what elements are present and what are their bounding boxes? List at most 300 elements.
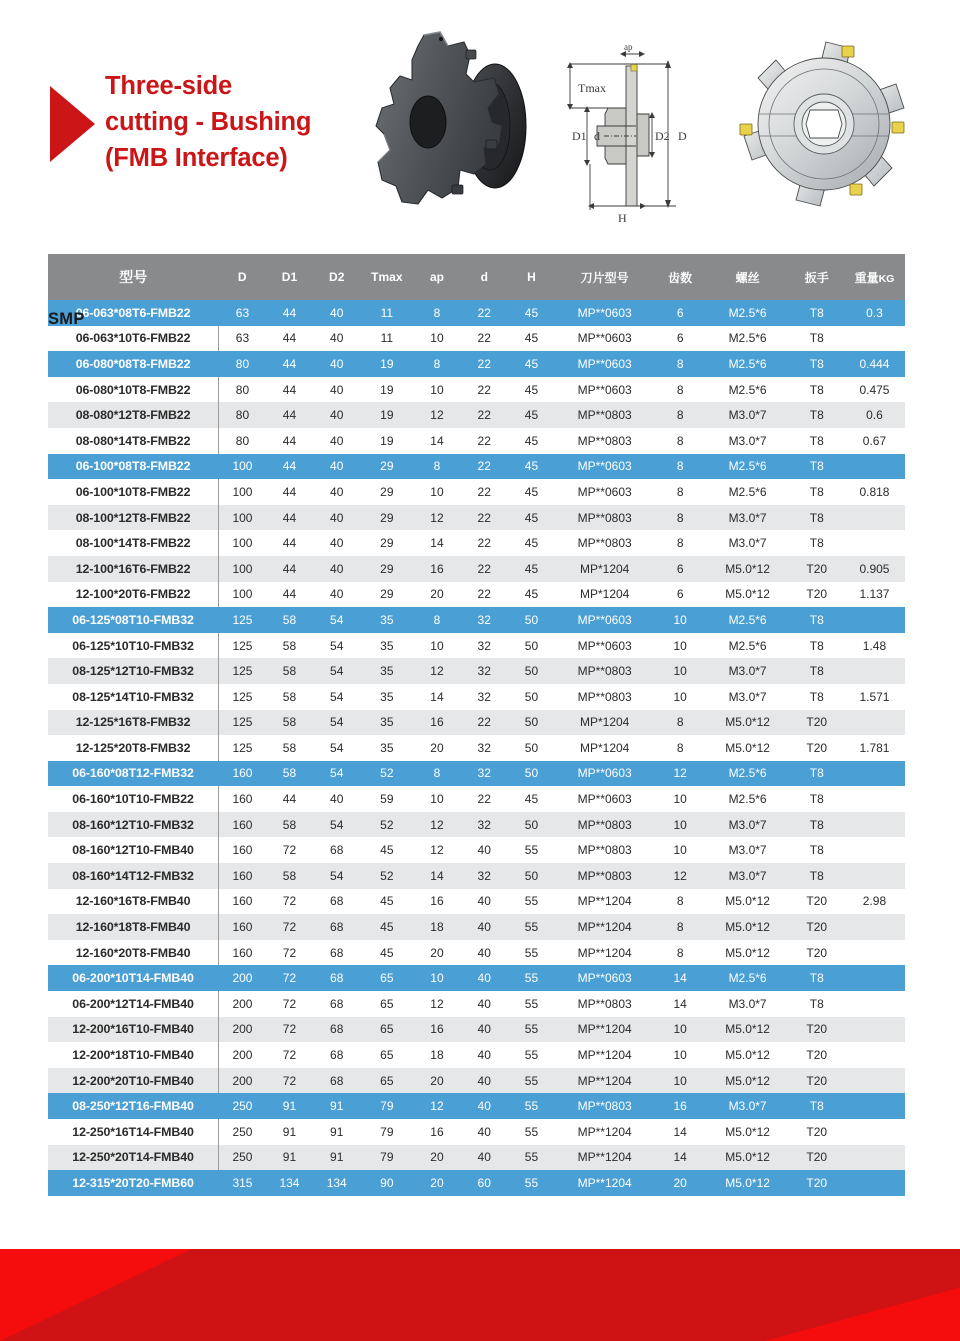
cell-Tmax: 45 bbox=[380, 843, 394, 858]
cell-weight bbox=[844, 1145, 904, 1171]
table-row bbox=[48, 428, 905, 454]
column-header-d: D bbox=[237, 270, 247, 284]
cell-d: 40 bbox=[477, 894, 491, 909]
table-row bbox=[48, 351, 905, 377]
cell-Tmax: 65 bbox=[380, 971, 394, 986]
cell-D2: 91 bbox=[330, 1124, 344, 1139]
cell-teeth: 12 bbox=[673, 766, 687, 781]
cell-Tmax: 29 bbox=[380, 459, 394, 474]
cell-D1: 72 bbox=[282, 1048, 297, 1063]
cell-H: 55 bbox=[524, 1048, 539, 1063]
cell-screw: M5.0*12 bbox=[725, 561, 770, 576]
cell-Tmax: 65 bbox=[380, 996, 394, 1011]
page-title bbox=[105, 68, 395, 177]
column-header-ap: ap bbox=[429, 270, 444, 284]
cutter-product-photo bbox=[362, 22, 552, 234]
cell-Tmax: 35 bbox=[380, 612, 394, 627]
cell-wrench: T8 bbox=[809, 510, 824, 525]
red-triangle-arrow-icon bbox=[50, 86, 95, 162]
cell-ap: 16 bbox=[430, 1124, 444, 1139]
cell-D2: 91 bbox=[330, 1150, 344, 1165]
cell-wrench: T8 bbox=[809, 868, 824, 883]
cell-ap: 14 bbox=[430, 868, 444, 883]
cell-screw: M5.0*12 bbox=[725, 740, 770, 755]
table-row bbox=[48, 582, 905, 608]
cell-D2: 54 bbox=[330, 689, 344, 704]
cell-model: 06-080*10T8-FMB22 bbox=[48, 377, 219, 403]
cell-D1: 72 bbox=[282, 920, 297, 935]
cell-model: 06-160*08T12-FMB32 bbox=[48, 761, 219, 787]
cell-ap: 16 bbox=[430, 561, 444, 576]
cell-teeth: 10 bbox=[673, 1022, 687, 1037]
cell-D2: 40 bbox=[330, 331, 344, 346]
cell-D1: 44 bbox=[282, 382, 297, 397]
cell-wrench: T8 bbox=[809, 612, 824, 627]
cell-wrench: T8 bbox=[809, 1099, 824, 1114]
cell-ap: 12 bbox=[430, 843, 444, 858]
cell-ap: 20 bbox=[430, 1150, 444, 1165]
cell-ap: 12 bbox=[430, 664, 444, 679]
cell-D1: 91 bbox=[282, 1124, 297, 1139]
cell-d: 22 bbox=[477, 305, 491, 320]
cell-D: 80 bbox=[235, 382, 250, 397]
cell-D1: 58 bbox=[282, 868, 297, 883]
cell-D1: 44 bbox=[282, 459, 297, 474]
cell-d: 22 bbox=[477, 484, 491, 499]
cell-insert: MP*1204 bbox=[579, 561, 630, 576]
dim-label-d-bore: d bbox=[594, 129, 600, 143]
cross-section-diagram bbox=[548, 30, 723, 226]
cell-Tmax: 19 bbox=[380, 382, 394, 397]
cell-d: 22 bbox=[477, 536, 491, 551]
cell-d: 60 bbox=[477, 1175, 491, 1190]
cell-d: 22 bbox=[477, 408, 491, 423]
cell-screw: M3.0*7 bbox=[728, 408, 767, 423]
column-header-h: H bbox=[527, 270, 536, 284]
cell-Tmax: 35 bbox=[380, 715, 394, 730]
cell-insert: MP**0803 bbox=[577, 1099, 632, 1114]
cell-teeth: 8 bbox=[676, 536, 684, 551]
cell-weight bbox=[844, 914, 904, 940]
cell-teeth: 8 bbox=[676, 459, 684, 474]
page-title-line-2: cutting - Bushing bbox=[105, 108, 312, 137]
cell-D1: 44 bbox=[282, 792, 297, 807]
cell-wrench: T20 bbox=[806, 1073, 828, 1088]
cell-D: 100 bbox=[232, 536, 253, 551]
cell-teeth: 10 bbox=[673, 817, 687, 832]
cell-insert: MP**0603 bbox=[577, 356, 632, 371]
cell-model: 12-160*16T8-FMB40 bbox=[48, 889, 219, 915]
cell-weight: 1.571 bbox=[859, 689, 890, 704]
cell-wrench: T8 bbox=[809, 536, 824, 551]
cell-model: 12-100*16T6-FMB22 bbox=[48, 556, 219, 582]
cell-Tmax: 29 bbox=[380, 536, 394, 551]
cell-D2: 68 bbox=[330, 971, 344, 986]
cell-H: 55 bbox=[524, 894, 539, 909]
cell-screw: M3.0*7 bbox=[728, 536, 767, 551]
cell-d: 22 bbox=[477, 382, 491, 397]
cell-teeth: 10 bbox=[673, 664, 687, 679]
table-row bbox=[48, 1145, 905, 1171]
cell-teeth: 10 bbox=[673, 792, 687, 807]
table-row bbox=[48, 710, 905, 736]
cell-D: 100 bbox=[232, 510, 253, 525]
cell-insert: MP**1204 bbox=[577, 1150, 632, 1165]
column-header-weight-main: 重量 bbox=[854, 270, 879, 285]
cell-teeth: 14 bbox=[673, 971, 687, 986]
cell-insert: MP**0603 bbox=[577, 459, 632, 474]
column-header-d-bore: d bbox=[480, 270, 488, 284]
cell-wrench: T8 bbox=[809, 638, 824, 653]
dim-label-d1: D1 bbox=[572, 129, 587, 143]
cell-wrench: T8 bbox=[809, 971, 824, 986]
cell-D2: 40 bbox=[330, 510, 344, 525]
table-row bbox=[48, 940, 905, 966]
table-row bbox=[48, 402, 905, 428]
table-row bbox=[48, 761, 905, 787]
cell-ap: 10 bbox=[430, 792, 444, 807]
cell-H: 45 bbox=[524, 331, 539, 346]
cell-model: 08-080*14T8-FMB22 bbox=[48, 428, 219, 454]
cell-ap: 8 bbox=[433, 305, 441, 320]
cell-insert: MP**0603 bbox=[577, 612, 632, 627]
cell-D2: 54 bbox=[330, 766, 344, 781]
cell-weight bbox=[844, 1170, 904, 1196]
table-row bbox=[48, 965, 905, 991]
cell-model: 12-200*16T10-FMB40 bbox=[48, 1017, 219, 1043]
cell-Tmax: 90 bbox=[380, 1175, 394, 1190]
cell-D2: 68 bbox=[330, 843, 344, 858]
cell-H: 50 bbox=[524, 689, 539, 704]
cell-teeth: 6 bbox=[676, 331, 684, 346]
table-row bbox=[48, 633, 905, 659]
cell-D2: 40 bbox=[330, 433, 344, 448]
cell-teeth: 10 bbox=[673, 1048, 687, 1063]
cell-D: 100 bbox=[232, 587, 253, 602]
cell-screw: M2.5*6 bbox=[728, 459, 767, 474]
cell-teeth: 10 bbox=[673, 1073, 687, 1088]
column-header-screw: 螺丝 bbox=[735, 270, 760, 285]
cell-teeth: 8 bbox=[676, 945, 684, 960]
cell-Tmax: 35 bbox=[380, 664, 394, 679]
cell-D: 125 bbox=[232, 612, 253, 627]
column-header-d1: D1 bbox=[281, 270, 298, 284]
cell-D2: 68 bbox=[330, 996, 344, 1011]
cell-insert: MP**1204 bbox=[577, 1073, 632, 1088]
cell-model: 06-100*08T8-FMB22 bbox=[48, 454, 219, 480]
cell-H: 55 bbox=[524, 1124, 539, 1139]
cell-d: 22 bbox=[477, 715, 491, 730]
cell-d: 22 bbox=[477, 459, 491, 474]
cell-screw: M3.0*7 bbox=[728, 843, 767, 858]
cell-Tmax: 29 bbox=[380, 510, 394, 525]
cell-D2: 54 bbox=[330, 868, 344, 883]
dim-label-d-outer: D bbox=[678, 129, 687, 143]
table-row bbox=[48, 1093, 905, 1119]
cell-screw: M2.5*6 bbox=[728, 305, 767, 320]
cell-D: 80 bbox=[235, 356, 250, 371]
cell-weight: 2.98 bbox=[862, 894, 887, 909]
cell-d: 32 bbox=[477, 740, 491, 755]
cell-teeth: 10 bbox=[673, 843, 687, 858]
cell-d: 40 bbox=[477, 1099, 491, 1114]
cell-screw: M5.0*12 bbox=[725, 1073, 770, 1088]
cell-Tmax: 52 bbox=[380, 817, 394, 832]
cell-D2: 40 bbox=[330, 561, 344, 576]
cell-teeth: 6 bbox=[676, 305, 684, 320]
cell-D2: 134 bbox=[326, 1175, 347, 1190]
cell-screw: M3.0*7 bbox=[728, 996, 767, 1011]
cell-H: 50 bbox=[524, 766, 539, 781]
cell-D1: 72 bbox=[282, 1073, 297, 1088]
cell-D1: 44 bbox=[282, 331, 297, 346]
cell-insert: MP**0603 bbox=[577, 305, 632, 320]
cell-D: 160 bbox=[232, 817, 253, 832]
cell-Tmax: 35 bbox=[380, 740, 394, 755]
cell-H: 55 bbox=[524, 1150, 539, 1165]
cell-H: 45 bbox=[524, 408, 539, 423]
cell-D: 80 bbox=[235, 433, 250, 448]
cell-D: 100 bbox=[232, 484, 253, 499]
cell-ap: 8 bbox=[433, 766, 441, 781]
cell-model: 06-200*10T14-FMB40 bbox=[48, 965, 219, 991]
cell-wrench: T8 bbox=[809, 331, 824, 346]
cell-teeth: 8 bbox=[676, 920, 684, 935]
cell-screw: M3.0*7 bbox=[728, 817, 767, 832]
cell-ap: 16 bbox=[430, 1022, 444, 1037]
cell-weight bbox=[844, 991, 904, 1017]
cell-D2: 40 bbox=[330, 382, 344, 397]
cell-model: 06-160*10T10-FMB22 bbox=[48, 786, 219, 812]
cell-wrench: T8 bbox=[809, 996, 824, 1011]
column-header-tmax: Tmax bbox=[371, 270, 403, 284]
cell-H: 45 bbox=[524, 382, 539, 397]
cell-screw: M5.0*12 bbox=[725, 1175, 770, 1190]
cell-D1: 58 bbox=[282, 638, 297, 653]
cell-wrench: T20 bbox=[806, 561, 828, 576]
cell-D2: 54 bbox=[330, 715, 344, 730]
cell-ap: 8 bbox=[433, 612, 441, 627]
cell-d: 32 bbox=[477, 638, 491, 653]
cell-weight: 1.137 bbox=[859, 587, 890, 602]
cell-D1: 72 bbox=[282, 996, 297, 1011]
cell-model: 08-160*12T10-FMB32 bbox=[48, 812, 219, 838]
cell-model: 06-125*08T10-FMB32 bbox=[48, 607, 219, 633]
column-header-insert: 刀片型号 bbox=[580, 270, 629, 285]
cell-d: 40 bbox=[477, 843, 491, 858]
cell-H: 50 bbox=[524, 740, 539, 755]
cell-H: 50 bbox=[524, 638, 539, 653]
cell-Tmax: 35 bbox=[380, 638, 394, 653]
cell-wrench: T8 bbox=[809, 459, 824, 474]
cell-screw: M2.5*6 bbox=[728, 638, 767, 653]
page-title-line-3: (FMB Interface) bbox=[105, 144, 288, 173]
table-row bbox=[48, 889, 905, 915]
cell-teeth: 8 bbox=[676, 740, 684, 755]
cell-wrench: T20 bbox=[806, 1150, 828, 1165]
cell-screw: M3.0*7 bbox=[728, 433, 767, 448]
cell-D1: 58 bbox=[282, 817, 297, 832]
cell-weight: 0.67 bbox=[862, 433, 887, 448]
cell-Tmax: 79 bbox=[380, 1150, 394, 1165]
cell-d: 22 bbox=[477, 561, 491, 576]
cell-wrench: T8 bbox=[809, 817, 824, 832]
cell-insert: MP**1204 bbox=[577, 894, 632, 909]
cell-d: 40 bbox=[477, 920, 491, 935]
cell-D: 100 bbox=[232, 561, 253, 576]
cell-d: 40 bbox=[477, 945, 491, 960]
cell-D: 63 bbox=[235, 305, 250, 320]
cell-model: 08-160*14T12-FMB32 bbox=[48, 863, 219, 889]
cell-weight bbox=[844, 965, 904, 991]
table-row bbox=[48, 1170, 905, 1196]
cell-screw: M5.0*12 bbox=[725, 945, 770, 960]
footer-banner bbox=[0, 1249, 960, 1341]
cell-Tmax: 19 bbox=[380, 408, 394, 423]
cell-H: 50 bbox=[524, 715, 539, 730]
cell-D: 315 bbox=[232, 1175, 253, 1190]
cell-D1: 44 bbox=[282, 587, 297, 602]
cell-D: 160 bbox=[232, 766, 253, 781]
cell-insert: MP*1204 bbox=[579, 587, 630, 602]
cell-D1: 72 bbox=[282, 1022, 297, 1037]
cell-teeth: 8 bbox=[676, 408, 684, 423]
cell-screw: M3.0*7 bbox=[728, 689, 767, 704]
cell-D1: 44 bbox=[282, 356, 297, 371]
cell-screw: M5.0*12 bbox=[725, 1150, 770, 1165]
cell-wrench: T8 bbox=[809, 664, 824, 679]
cell-d: 40 bbox=[477, 1073, 491, 1088]
cell-insert: MP**0803 bbox=[577, 689, 632, 704]
cell-teeth: 8 bbox=[676, 484, 684, 499]
cell-H: 45 bbox=[524, 792, 539, 807]
cell-Tmax: 52 bbox=[380, 766, 394, 781]
cell-wrench: T8 bbox=[809, 843, 824, 858]
cell-model: 08-100*12T8-FMB22 bbox=[48, 505, 219, 531]
cell-insert: MP**0803 bbox=[577, 510, 632, 525]
cell-D2: 68 bbox=[330, 1073, 344, 1088]
cell-model: 08-125*14T10-FMB32 bbox=[48, 684, 219, 710]
cell-Tmax: 65 bbox=[380, 1073, 394, 1088]
cell-d: 22 bbox=[477, 792, 491, 807]
table-row bbox=[48, 735, 905, 761]
cell-d: 40 bbox=[477, 971, 491, 986]
cell-d: 22 bbox=[477, 510, 491, 525]
table-row bbox=[48, 914, 905, 940]
cell-model: 08-100*14T8-FMB22 bbox=[48, 530, 219, 556]
cell-D2: 54 bbox=[330, 612, 344, 627]
cell-wrench: T8 bbox=[809, 382, 824, 397]
cell-teeth: 8 bbox=[676, 433, 684, 448]
table-row bbox=[48, 530, 905, 556]
cell-insert: MP*1204 bbox=[579, 715, 630, 730]
cell-weight bbox=[844, 761, 904, 787]
cell-model: 08-160*12T10-FMB40 bbox=[48, 837, 219, 863]
table-row bbox=[48, 454, 905, 480]
cell-weight bbox=[844, 607, 904, 633]
cell-screw: M2.5*6 bbox=[728, 612, 767, 627]
cell-d: 22 bbox=[477, 356, 491, 371]
cell-model: 12-100*20T6-FMB22 bbox=[48, 582, 219, 608]
cell-D2: 40 bbox=[330, 536, 344, 551]
cell-wrench: T20 bbox=[806, 1022, 828, 1037]
cell-Tmax: 45 bbox=[380, 945, 394, 960]
cell-weight bbox=[844, 326, 904, 352]
cell-wrench: T8 bbox=[809, 356, 824, 371]
table-row bbox=[48, 326, 905, 352]
cell-D: 125 bbox=[232, 638, 253, 653]
cell-d: 40 bbox=[477, 996, 491, 1011]
cell-H: 45 bbox=[524, 433, 539, 448]
cell-D1: 72 bbox=[282, 945, 297, 960]
cell-teeth: 10 bbox=[673, 612, 687, 627]
cell-Tmax: 65 bbox=[380, 1048, 394, 1063]
cell-weight bbox=[844, 786, 904, 812]
cell-insert: MP**0803 bbox=[577, 536, 632, 551]
cell-H: 50 bbox=[524, 868, 539, 883]
cell-model: 06-063*08T6-FMB22 bbox=[48, 300, 219, 326]
cell-wrench: T20 bbox=[806, 715, 828, 730]
cell-D: 160 bbox=[232, 920, 253, 935]
cell-H: 55 bbox=[524, 1022, 539, 1037]
table-row bbox=[48, 658, 905, 684]
cell-ap: 10 bbox=[430, 638, 444, 653]
cell-screw: M3.0*7 bbox=[728, 664, 767, 679]
cell-model: 08-250*12T16-FMB40 bbox=[48, 1093, 219, 1119]
cell-Tmax: 19 bbox=[380, 433, 394, 448]
cell-Tmax: 45 bbox=[380, 920, 394, 935]
column-header-teeth: 齿数 bbox=[668, 270, 693, 285]
cell-wrench: T20 bbox=[806, 1124, 828, 1139]
cell-D2: 40 bbox=[330, 459, 344, 474]
cell-weight bbox=[844, 454, 904, 480]
cell-model: 06-100*10T8-FMB22 bbox=[48, 479, 219, 505]
cell-H: 45 bbox=[524, 484, 539, 499]
cell-insert: MP**0803 bbox=[577, 996, 632, 1011]
column-header-d2: D2 bbox=[329, 270, 345, 284]
specification-table-container bbox=[48, 254, 905, 1196]
cell-ap: 12 bbox=[430, 996, 444, 1011]
page-header bbox=[0, 0, 960, 240]
cell-weight bbox=[844, 530, 904, 556]
cell-insert: MP**0603 bbox=[577, 971, 632, 986]
cell-D1: 72 bbox=[282, 894, 297, 909]
cell-D: 160 bbox=[232, 894, 253, 909]
cell-ap: 18 bbox=[430, 920, 444, 935]
cell-D1: 44 bbox=[282, 510, 297, 525]
cell-insert: MP**0803 bbox=[577, 868, 632, 883]
table-row bbox=[48, 1068, 905, 1094]
dim-label-tmax: Tmax bbox=[578, 81, 606, 95]
cell-ap: 10 bbox=[430, 484, 444, 499]
cell-insert: MP**1204 bbox=[577, 945, 632, 960]
cell-teeth: 8 bbox=[676, 382, 684, 397]
cell-screw: M2.5*6 bbox=[728, 971, 767, 986]
cell-d: 32 bbox=[477, 868, 491, 883]
cell-weight bbox=[844, 1042, 904, 1068]
cell-wrench: T20 bbox=[806, 894, 828, 909]
cell-ap: 20 bbox=[430, 740, 444, 755]
cell-weight: 0.818 bbox=[859, 484, 890, 499]
cell-wrench: T8 bbox=[809, 408, 824, 423]
specification-table bbox=[48, 254, 905, 1196]
cell-H: 55 bbox=[524, 1175, 539, 1190]
cell-H: 55 bbox=[524, 1073, 539, 1088]
cell-weight bbox=[844, 940, 904, 966]
dim-label-h: H bbox=[618, 211, 627, 225]
cell-insert: MP**0803 bbox=[577, 664, 632, 679]
cell-Tmax: 11 bbox=[380, 331, 394, 346]
